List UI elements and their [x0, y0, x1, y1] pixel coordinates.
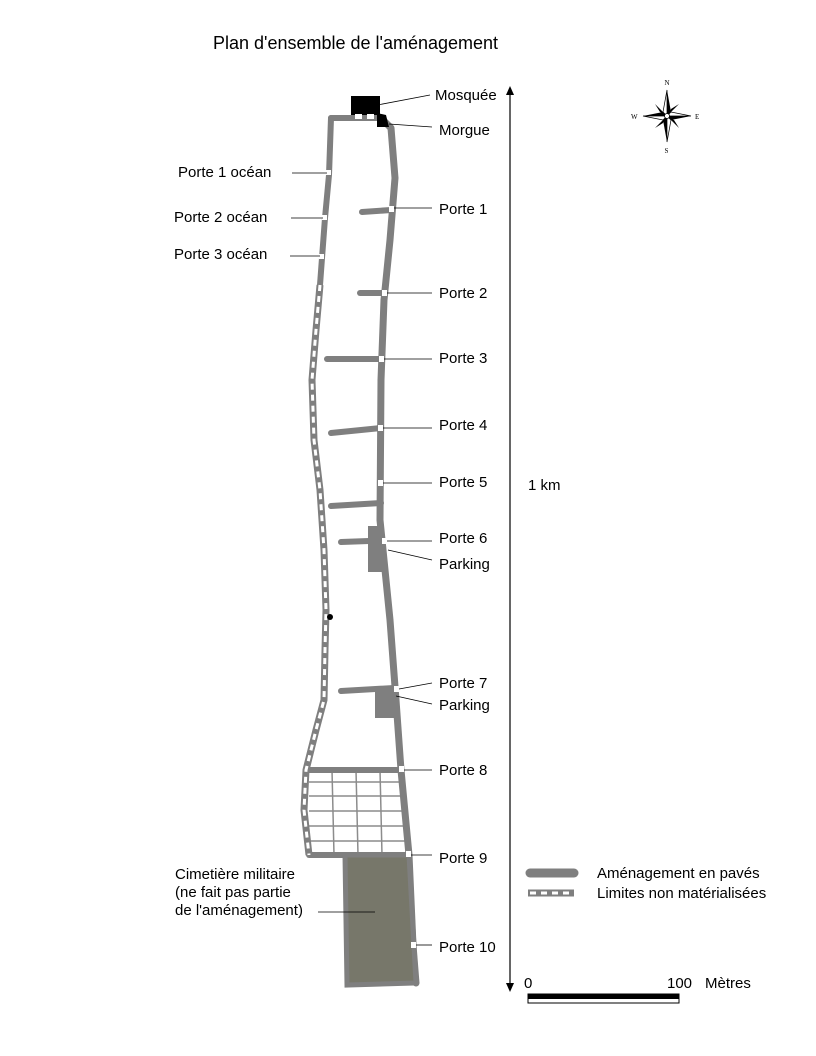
cemetery-label-line3: de l'aménagement) [175, 902, 303, 919]
scale-bar-end-label: 100 [667, 975, 693, 992]
morgue-building [377, 113, 389, 127]
map-title: Plan d'ensemble de l'aménagement [213, 33, 499, 53]
parking-label-1: Parking [439, 556, 490, 573]
gate-label-8: Porte 8 [439, 762, 488, 779]
ocean-gate-label-2: Porte 2 océan [174, 209, 268, 226]
cemetery-label-line1: Cimetière militaire [175, 866, 296, 883]
legend [528, 865, 766, 902]
gate-label-7: Porte 7 [439, 675, 488, 692]
parking-area-2 [375, 688, 395, 718]
gate-label-3: Porte 3 [439, 350, 488, 367]
legend-paved-label: Aménagement en pavés [597, 865, 760, 882]
gate-label-10: Porte 10 [439, 939, 496, 956]
mosque-door [355, 114, 362, 119]
compass-south-label: S [664, 147, 669, 155]
gate-label-4: Porte 4 [439, 417, 488, 434]
compass-north-label: N [664, 79, 670, 87]
military-cemetery-area [345, 855, 416, 985]
scale-bar-unit-label: Mètres [705, 975, 751, 992]
gate-label-5: Porte 5 [439, 474, 488, 491]
gate-label-2: Porte 2 [439, 285, 488, 302]
gate-label-9: Porte 9 [439, 850, 488, 867]
compass-east-label: E [695, 113, 700, 121]
vertical-scale-label: 1 km [528, 477, 561, 494]
compass-west-label: W [631, 113, 638, 121]
cemetery-label-line2: (ne fait pas partie [175, 884, 291, 901]
gate-label-6: Porte 6 [439, 530, 488, 547]
vertical-scale-line [506, 86, 514, 992]
scale-bar-start-label: 0 [524, 975, 533, 992]
site-marker-dot [327, 614, 333, 620]
scale-bar [528, 994, 679, 1003]
legend-unmarked-label: Limites non matérialisées [597, 885, 767, 902]
ocean-gate-label-3: Porte 3 océan [174, 246, 268, 263]
leader-lines [290, 95, 432, 945]
morgue-label: Morgue [439, 122, 490, 139]
mosque-label: Mosquée [435, 87, 497, 104]
parking-area-1 [368, 526, 383, 572]
ocean-gate-label-1: Porte 1 océan [178, 164, 272, 181]
compass-rose-icon [631, 79, 699, 155]
mosque-door-2 [367, 114, 374, 119]
parking-label-2: Parking [439, 697, 490, 714]
gate-label-1: Porte 1 [439, 201, 488, 218]
grid-zone [309, 770, 406, 855]
